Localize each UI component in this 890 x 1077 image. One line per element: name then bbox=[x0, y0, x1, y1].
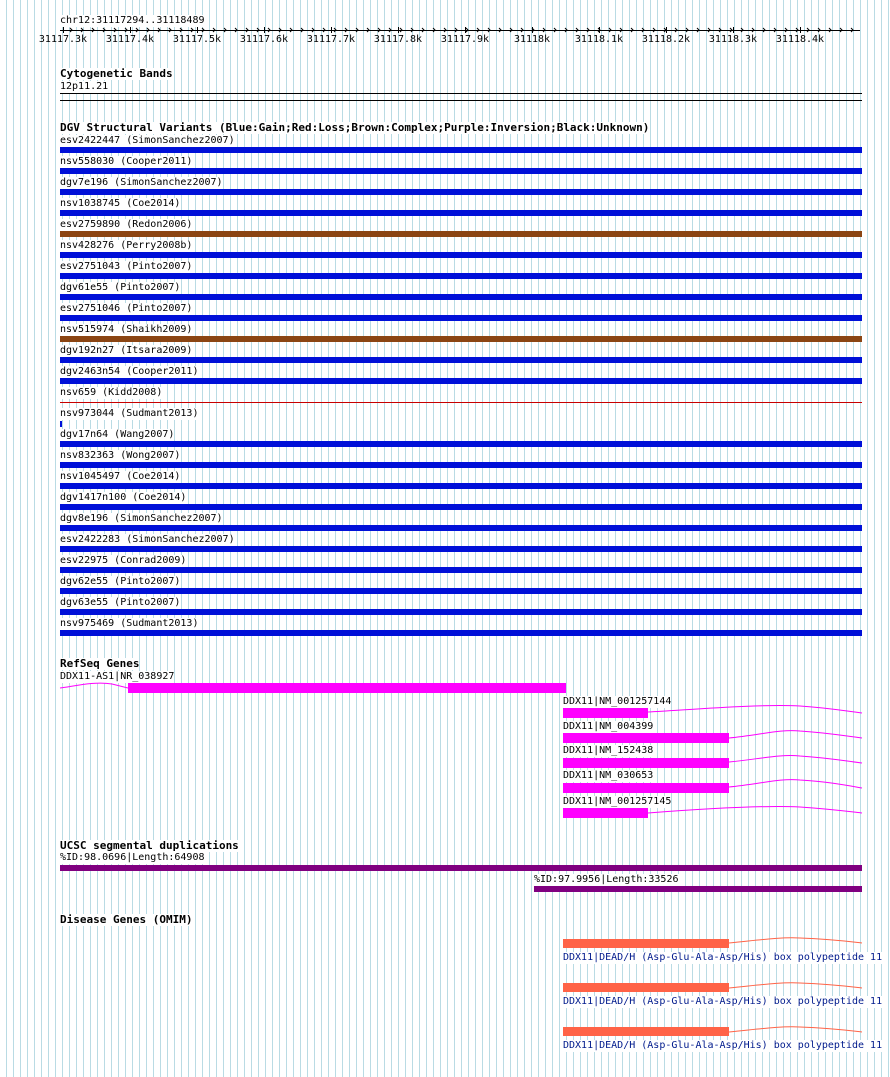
omim-label[interactable]: DDX11|DEAD/H (Asp-Glu-Ala-Asp/His) box polypeptide 11 bbox=[563, 996, 883, 1007]
omim-label[interactable]: DDX11|DEAD/H (Asp-Glu-Ala-Asp/His) box polypeptide 11 bbox=[563, 952, 883, 963]
omim-exon[interactable] bbox=[563, 1027, 729, 1036]
ruler-tick-label: 31118.1k bbox=[574, 34, 624, 45]
dgv-variant-label[interactable]: nsv975469 (Sudmant2013) bbox=[60, 618, 199, 629]
refseq-gene-label[interactable]: DDX11|NM_001257145 bbox=[563, 796, 672, 807]
dgv-variant-label[interactable]: dgv7e196 (SimonSanchez2007) bbox=[60, 177, 223, 188]
ruler-tick-label: 31117.3k bbox=[38, 34, 88, 45]
dgv-variant-label[interactable]: dgv61e55 (Pinto2007) bbox=[60, 282, 181, 293]
dgv-variant-label[interactable]: dgv62e55 (Pinto2007) bbox=[60, 576, 181, 587]
ruler-tick-label: 31118.3k bbox=[708, 34, 758, 45]
cytoband-track-title: Cytogenetic Bands bbox=[60, 67, 173, 80]
intron-line bbox=[729, 983, 862, 988]
dgv-variant-label[interactable]: dgv192n27 (Itsara2009) bbox=[60, 345, 193, 356]
dgv-variant-label[interactable]: esv2751046 (Pinto2007) bbox=[60, 303, 193, 314]
ruler-tick-label: 31117.7k bbox=[306, 34, 356, 45]
dgv-variant-label[interactable]: nsv428276 (Perry2008b) bbox=[60, 240, 193, 251]
dgv-variant-label[interactable]: dgv63e55 (Pinto2007) bbox=[60, 597, 181, 608]
omim-exon[interactable] bbox=[563, 983, 729, 992]
ruler-location: chr12:31117294..31118489 bbox=[60, 15, 205, 26]
ruler-tick-label: 31117.6k bbox=[239, 34, 289, 45]
refseq-gene-label[interactable]: DDX11|NM_004399 bbox=[563, 721, 654, 732]
omim-track-title: Disease Genes (OMIM) bbox=[60, 913, 193, 926]
intron-line bbox=[729, 938, 862, 943]
ruler-tick-label: 31118k bbox=[513, 34, 551, 45]
refseq-gene-label[interactable]: DDX11|NM_001257144 bbox=[563, 696, 672, 707]
segdup-label[interactable]: %ID:98.0696|Length:64908 bbox=[60, 852, 205, 863]
refseq-track-title: RefSeq Genes bbox=[60, 657, 140, 670]
refseq-gene-label[interactable]: DDX11-AS1|NR_038927 bbox=[60, 671, 175, 682]
dgv-variant-label[interactable]: esv2751043 (Pinto2007) bbox=[60, 261, 193, 272]
cytoband-label: 12p11.21 bbox=[60, 81, 109, 92]
ruler-tick-label: 31118.2k bbox=[641, 34, 691, 45]
dgv-variant-label[interactable]: nsv973044 (Sudmant2013) bbox=[60, 408, 199, 419]
intron-line bbox=[729, 1027, 862, 1032]
dgv-variant-label[interactable]: nsv1038745 (Coe2014) bbox=[60, 198, 181, 209]
segdup-label[interactable]: %ID:97.9956|Length:33526 bbox=[534, 874, 679, 885]
dgv-variant-label[interactable]: nsv515974 (Shaikh2009) bbox=[60, 324, 193, 335]
dgv-variant-label[interactable]: esv2759890 (Redon2006) bbox=[60, 219, 193, 230]
dgv-variant-label[interactable]: dgv17n64 (Wang2007) bbox=[60, 429, 175, 440]
dgv-variant-label[interactable]: dgv1417n100 (Coe2014) bbox=[60, 492, 187, 503]
dgv-variant-label[interactable]: esv22975 (Conrad2009) bbox=[60, 555, 187, 566]
ruler-tick-label: 31117.4k bbox=[105, 34, 155, 45]
dgv-variant-label[interactable]: dgv2463n54 (Cooper2011) bbox=[60, 366, 199, 377]
refseq-gene-label[interactable]: DDX11|NM_030653 bbox=[563, 770, 654, 781]
dgv-variant-label[interactable]: nsv1045497 (Coe2014) bbox=[60, 471, 181, 482]
ruler-tick-label: 31117.9k bbox=[440, 34, 490, 45]
refseq-gene-label[interactable]: DDX11|NM_152438 bbox=[563, 745, 654, 756]
dgv-variant-label[interactable]: esv2422447 (SimonSanchez2007) bbox=[60, 135, 235, 146]
dgv-variant-label[interactable]: esv2422283 (SimonSanchez2007) bbox=[60, 534, 235, 545]
dgv-variant-label[interactable]: nsv659 (Kidd2008) bbox=[60, 387, 163, 398]
dgv-track-title: DGV Structural Variants (Blue:Gain;Red:Loss;Brown:Complex;Purple:Inversion;Black:Unknown) bbox=[60, 121, 650, 134]
omim-label[interactable]: DDX11|DEAD/H (Asp-Glu-Ala-Asp/His) box polypeptide 11 bbox=[563, 1040, 883, 1051]
dgv-variant-label[interactable]: nsv558030 (Cooper2011) bbox=[60, 156, 193, 167]
dgv-variant-label[interactable]: nsv832363 (Wong2007) bbox=[60, 450, 181, 461]
ruler-tick-label: 31117.8k bbox=[373, 34, 423, 45]
omim-exon[interactable] bbox=[563, 939, 729, 948]
dgv-variant-label[interactable]: dgv8e196 (SimonSanchez2007) bbox=[60, 513, 223, 524]
segdup-track-title: UCSC segmental duplications bbox=[60, 839, 239, 852]
ruler-tick-label: 31118.4k bbox=[775, 34, 825, 45]
ruler-tick-label: 31117.5k bbox=[172, 34, 222, 45]
